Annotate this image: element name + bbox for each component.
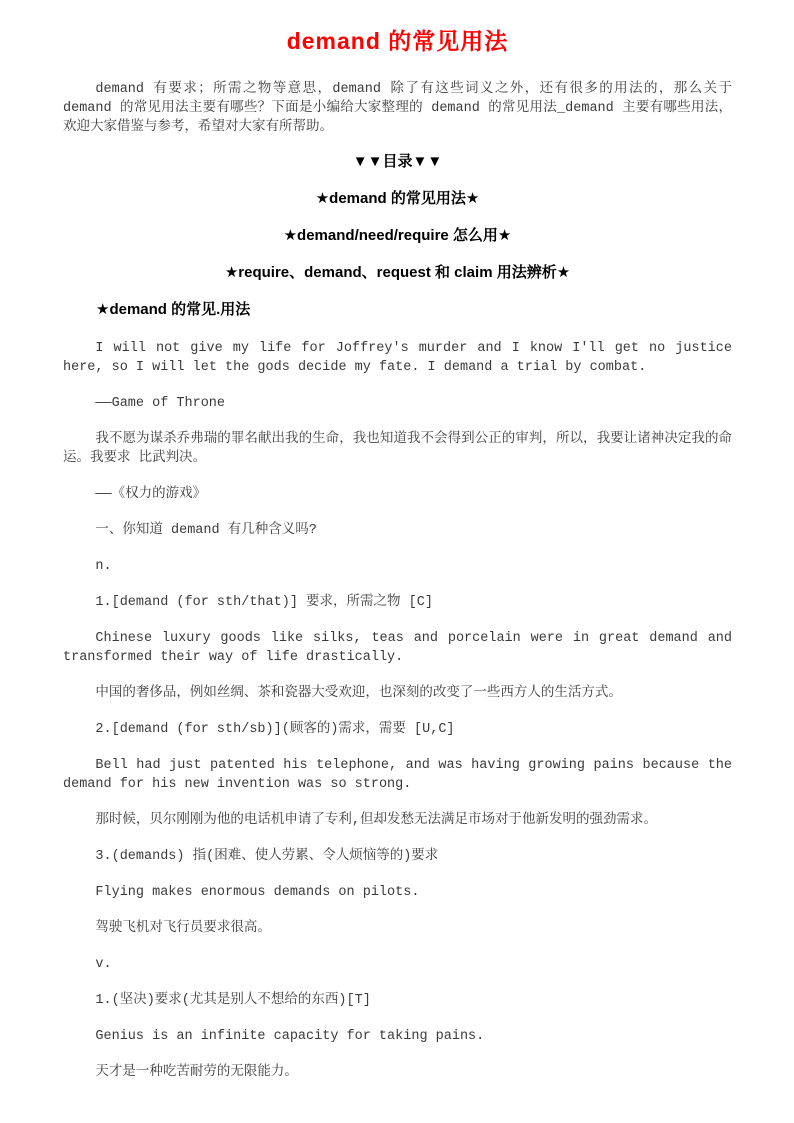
body-paragraph: 天才是一种吃苦耐劳的无限能力。 [95, 1065, 298, 1080]
body-paragraph: 1.(坚决)要求(尤其是别人不想给的东西)[T] [95, 993, 371, 1008]
body-paragraph: I will not give my life for Joffrey's murder and I know I'll get no justice here, so I will let the gods decide my fate. I demand a trial by combat. [63, 341, 732, 375]
body-paragraph: ——《权力的游戏》 [95, 487, 207, 502]
body-paragraph: 我不愿为谋杀乔弗瑞的罪名献出我的生命，我也知道我不会得到公正的审判，所以，我要让诸神决定我的命运。我要求 比武判决。 [63, 432, 732, 466]
body-paragraph: 中国的奢侈品，例如丝绸、茶和瓷器大受欢迎，也深刻的改变了一些西方人的生活方式。 [95, 686, 622, 701]
toc-item-demand-need-require: ★demand/need/require 怎么用★ [283, 227, 512, 244]
body-paragraph: Bell had just patented his telephone, and was having growing pains because the demand for his new invention was so strong. [63, 758, 732, 792]
intro-paragraph: demand 有要求；所需之物等意思，demand 除了有这些词义之外，还有很多的用法的，那么关于 demand 的常见用法主要有哪些？下面是小编给大家整理的 demand 的常见用法_demand 主要有哪些用法，欢迎大家借鉴与参考，希望对大家有所帮助。 [63, 82, 732, 135]
body-paragraph: Genius is an infinite capacity for taking pains. [95, 1029, 485, 1044]
toc-item-demand-usage: ★demand 的常见用法★ [315, 190, 480, 207]
body-paragraph: n. [95, 559, 112, 574]
body-paragraph: 1.[demand (for sth/that)] 要求，所需之物 [C] [95, 595, 433, 610]
toc-header: ▼▼目录▼▼ [352, 153, 443, 170]
body-paragraph: Chinese luxury goods like silks, teas and porcelain were in great demand and transformed their way of life drastically. [63, 631, 732, 665]
document-body [63, 339, 732, 1082]
body-paragraph: 3.(demands) 指(困难、使人劳累、令人烦恼等的)要求 [95, 849, 439, 864]
body-paragraph: 那时候，贝尔刚刚为他的电话机申请了专利,但却发愁无法满足市场对于他新发明的强劲需求。 [95, 813, 657, 828]
body-paragraph: 一、你知道 demand 有几种含义吗? [95, 523, 317, 538]
body-paragraph: 2.[demand (for sth/sb)](顾客的)需求，需要 [U,C] [95, 722, 455, 737]
section-heading: ★demand 的常见.用法 [96, 301, 251, 318]
page-title: demand 的常见用法 [286, 28, 509, 54]
table-of-contents [63, 153, 732, 282]
toc-item-require-demand-request-claim: ★require、demand、request 和 claim 用法辨析★ [224, 264, 571, 281]
body-paragraph: ——Game of Throne [95, 396, 226, 411]
body-paragraph: v. [95, 957, 112, 972]
body-paragraph: Flying makes enormous demands on pilots. [95, 885, 420, 900]
body-paragraph: 驾驶飞机对飞行员要求很高。 [95, 921, 271, 936]
